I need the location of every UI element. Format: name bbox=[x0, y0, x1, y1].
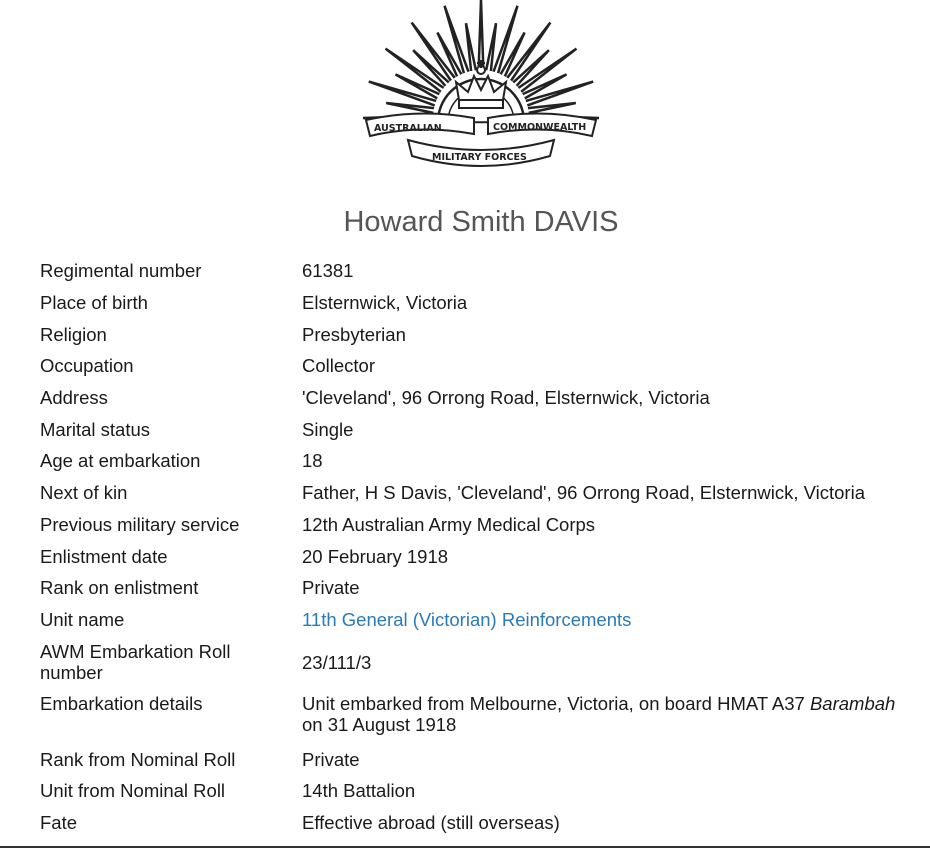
embarkation-text: Unit embarked from Melbourne, Victoria, on board HMAT A37 bbox=[302, 693, 805, 715]
record-value bbox=[298, 689, 899, 743]
sun-ray bbox=[526, 82, 593, 106]
embarkation-date: on 31 August 1918 bbox=[302, 714, 457, 736]
record-row bbox=[36, 743, 899, 775]
emblem-text-left: AUSTRALIAN bbox=[374, 123, 442, 134]
sun-ray bbox=[369, 82, 436, 106]
record-label: Address bbox=[40, 387, 108, 409]
record-value: Presbyterian bbox=[302, 323, 406, 345]
divider bbox=[0, 846, 930, 848]
record-value: 18 bbox=[302, 450, 323, 472]
record-value: Effective abroad (still overseas) bbox=[302, 811, 560, 833]
service-record-table bbox=[36, 255, 899, 838]
record-row bbox=[36, 350, 899, 382]
record-label: Previous military service bbox=[40, 513, 240, 535]
record-row bbox=[36, 413, 899, 445]
record-label: Next of kin bbox=[40, 482, 128, 504]
record-label: Fate bbox=[40, 811, 78, 833]
record-row bbox=[36, 775, 899, 807]
record-row bbox=[36, 635, 899, 689]
record-value: 23/111/3 bbox=[302, 651, 372, 673]
record-label: Regimental number bbox=[40, 260, 202, 282]
record-value: Father, H S Davis, 'Cleveland', 96 Orrong Road, Elsternwick, Victoria bbox=[302, 482, 865, 504]
record-value: 61381 bbox=[302, 260, 354, 282]
record-label: Age at embarkation bbox=[40, 450, 201, 472]
record-label: Marital status bbox=[40, 418, 151, 440]
record-label: Rank on enlistment bbox=[40, 577, 199, 599]
page-title: Howard Smith DAVIS bbox=[343, 206, 619, 238]
record-label: Unit name bbox=[40, 608, 125, 630]
ship-name: Barambah bbox=[809, 693, 896, 715]
record-label: AWM Embarkation Roll number bbox=[40, 641, 231, 684]
record-value: Elsternwick, Victoria bbox=[302, 292, 468, 314]
record-value: Private bbox=[302, 577, 360, 599]
sun-ray bbox=[386, 103, 434, 113]
record-label: Religion bbox=[40, 323, 107, 345]
record-value: Private bbox=[302, 748, 360, 770]
record-row bbox=[36, 540, 899, 572]
record-value bbox=[298, 604, 899, 636]
record-value: 20 February 1918 bbox=[302, 545, 449, 567]
record-value: Collector bbox=[302, 355, 375, 377]
emblem-text-right: COMMONWEALTH bbox=[493, 122, 587, 133]
emblem-text-bottom: MILITARY FORCES bbox=[432, 152, 527, 163]
rising-sun-badge-icon bbox=[360, 0, 602, 172]
record-value: 14th Battalion bbox=[302, 780, 416, 802]
sun-ray bbox=[466, 23, 476, 71]
record-row bbox=[36, 477, 899, 509]
record-row bbox=[36, 807, 899, 839]
record-label: Unit from Nominal Roll bbox=[40, 780, 226, 802]
record-row bbox=[36, 445, 899, 477]
record-row bbox=[36, 509, 899, 541]
record-value: 'Cleveland', 96 Orrong Road, Elsternwick, Victoria bbox=[302, 387, 710, 409]
record-row bbox=[36, 382, 899, 414]
record-row bbox=[36, 287, 899, 319]
record-label: Place of birth bbox=[40, 292, 148, 314]
sun-ray bbox=[494, 6, 518, 73]
record-row bbox=[36, 604, 899, 636]
sun-ray bbox=[445, 6, 469, 73]
sun-ray bbox=[486, 23, 496, 71]
record-row bbox=[36, 689, 899, 743]
record-row bbox=[36, 572, 899, 604]
record-label: Occupation bbox=[40, 355, 134, 377]
record-row bbox=[36, 318, 899, 350]
record-label: Rank from Nominal Roll bbox=[40, 748, 236, 770]
sun-ray bbox=[528, 103, 576, 113]
record-row bbox=[36, 255, 899, 287]
unit-name-link[interactable]: 11th General (Victorian) Reinforcements bbox=[302, 608, 632, 630]
record-label: Embarkation details bbox=[40, 693, 203, 715]
sun-ray bbox=[479, 0, 484, 70]
record-value: Single bbox=[302, 418, 354, 440]
record-label: Enlistment date bbox=[40, 545, 168, 567]
record-value: 12th Australian Army Medical Corps bbox=[302, 513, 596, 535]
